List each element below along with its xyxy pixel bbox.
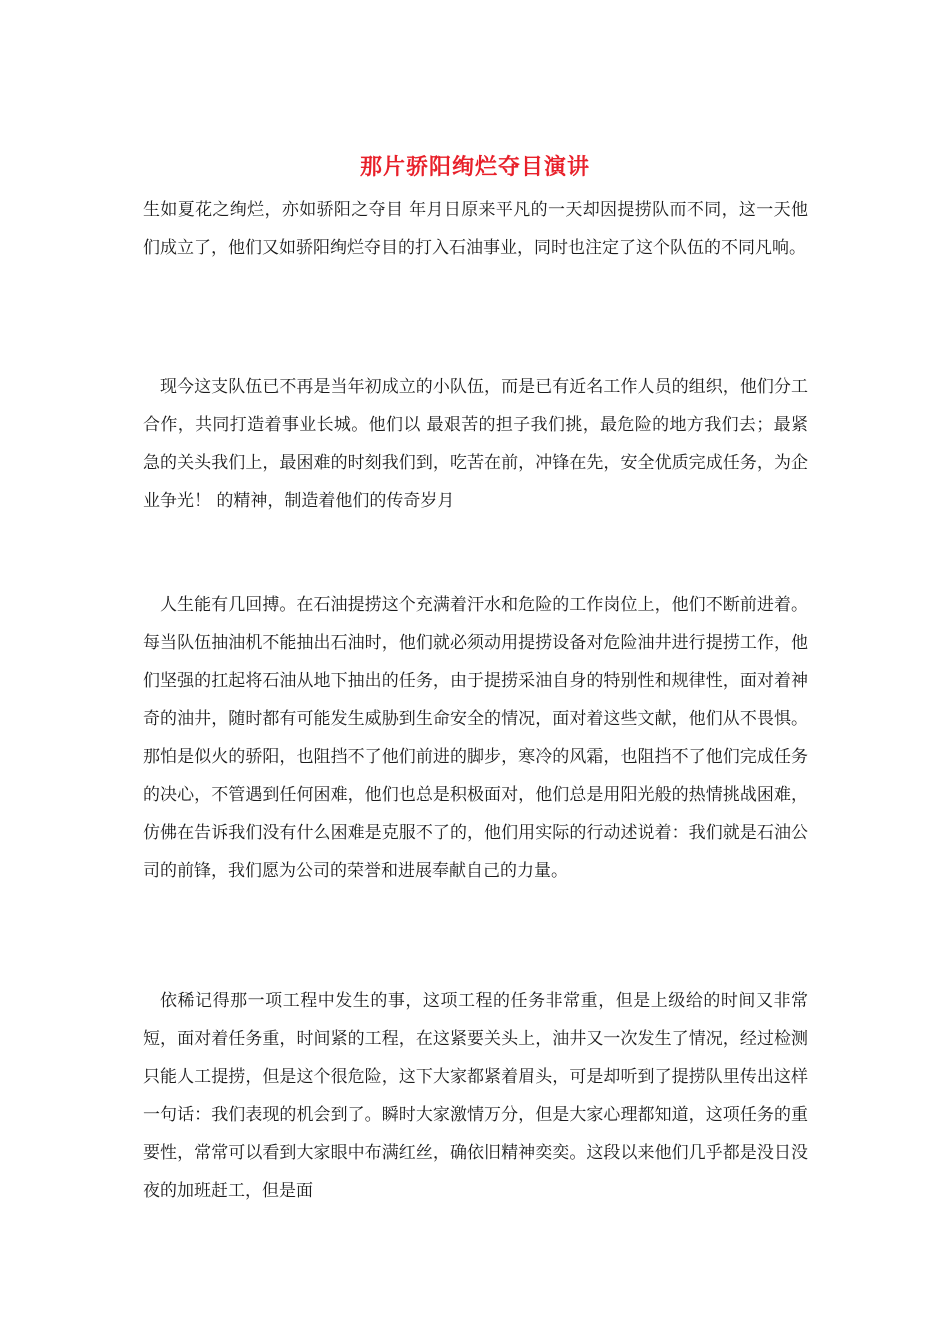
document-title: 那片骄阳绚烂夺目演讲: [359, 154, 590, 180]
paragraph-3: 人生能有几回搏。在石油提捞这个充满着汗水和危险的工作岗位上，他们不断前进着。每当队伍抽油机不能抽出石油时，他们就必须动用提捞设备对危险油井进行提捞工作，他们坚强的扛起将石油从地下抽出的任务，由于提捞采油自身的特别性和规律性，面对着神奇的油井，随时都有可能发生威胁到生命安全的情况，面对着这些文献，他们从不畏惧。那怕是似火的骄阳，也阻挡不了他们前进的脚步，寒冷的风霜，也阻挡不了他们完成任务的决心，不管遇到任何困难，他们也总是积极面对，他们总是用阳光般的热情挑战困难，仿佛在告诉我们没有什么困难是克服不了的，他们用实际的行动述说着：我们就是石油公司的前锋，我们愿为公司的荣誉和进展奉献自己的力量。: [143, 595, 808, 881]
paragraph-2: 现今这支队伍已不再是当年初成立的小队伍，而是已有近名工作人员的组织，他们分工合作，共同打造着事业长城。他们以 最艰苦的担子我们挑，最危险的地方我们去；最紧急的关头我们上，最困难的时刻我们到，吃苦在前，冲锋在先，安全优质完成任务，为企业争光！ 的精神，制造着他们的传奇岁月: [143, 377, 808, 511]
paragraph-1: 生如夏花之绚烂，亦如骄阳之夺目 年月日原来平凡的一天却因提捞队而不同，这一天他们成立了，他们又如骄阳绚烂夺目的打入石油事业，同时也注定了这个队伍的不同凡响。: [143, 200, 808, 258]
paragraph-4: 依稀记得那一项工程中发生的事，这项工程的任务非常重，但是上级给的时间又非常短，面对着任务重，时间紧的工程，在这紧要关头上，油井又一次发生了情况，经过检测只能人工提捞，但是这个很危险，这下大家都紧着眉头，可是却听到了提捞队里传出这样一句话：我们表现的机会到了。瞬时大家激情万分，但是大家心理都知道，这项任务的重要性，常常可以看到大家眼中布满红丝，确依旧精神奕奕。这段以来他们几乎都是没日没夜的加班赶工，但是面: [143, 991, 808, 1201]
